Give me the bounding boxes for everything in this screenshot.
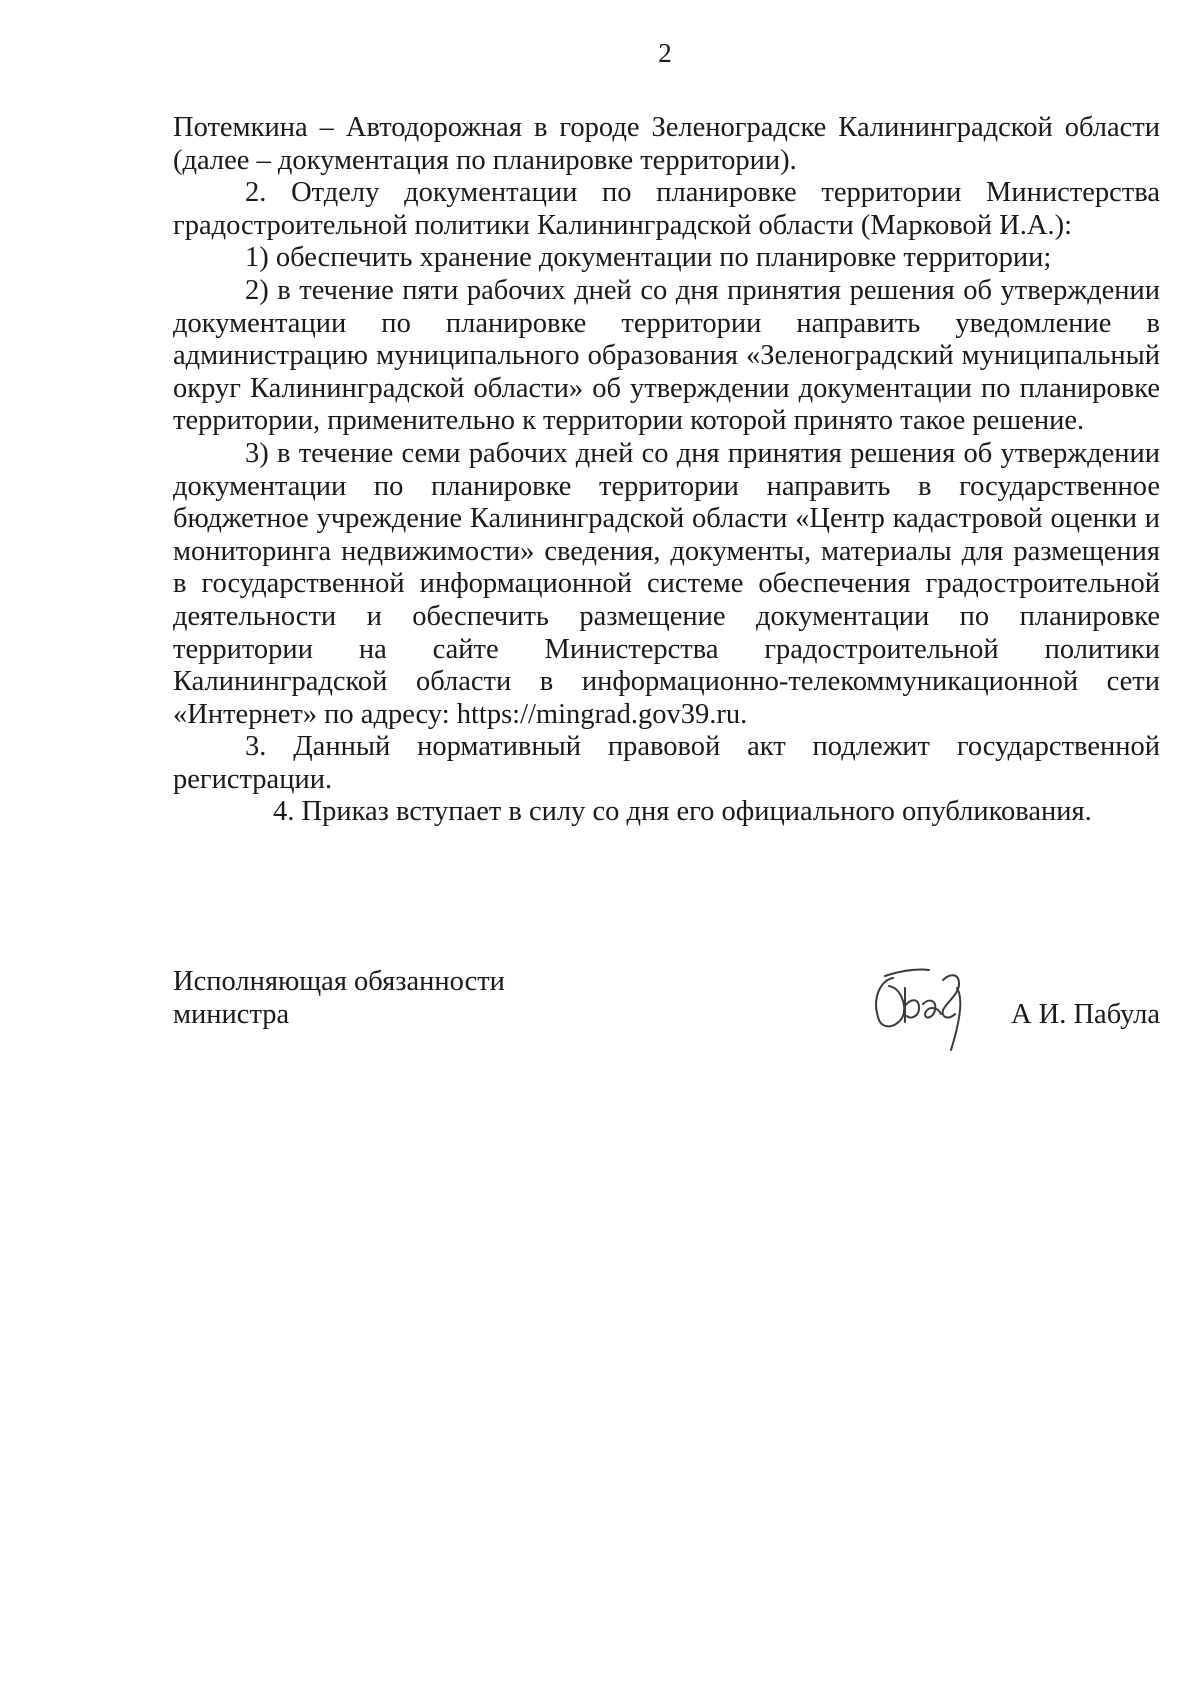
paragraph-item-4: 4. Приказ вступает в силу со дня его официального опубликования.	[273, 796, 1092, 828]
signatory-title-line2: министра	[173, 998, 290, 1030]
signature-block	[173, 966, 1160, 1086]
paragraph-continuation: Потемкина – Автодорожная в городе Зеленоградске Калининградской области (далее – документация по планировке территории).	[173, 112, 1160, 176]
paragraph-subitem-2: 2) в течение пяти рабочих дней со дня принятия решения об утверждении документации по планировке территории направить уведомление в администрацию муниципального образования «Зеленоградский муниципальный округ Калининградской области» об утверждении документации по планировке территории, применительно к территории которой принято такое решение.	[173, 274, 1160, 437]
handwritten-signature	[863, 958, 983, 1053]
paragraph-subitem-3: 3) в течение семи рабочих дней со дня принятия решения об утверждении документации по планировке территории направить в государственное бюджетное учреждение Калининградской области «Центр кадастровой оценки и мониторинга недвижимости» сведения, документы, материалы для размещения в государственной информационной системе обеспечения градостроительной деятельности и обеспечить размещение документации по планировке территории на сайте Министерства градостроительной политики Калининградской области в информационно-телекоммуникационной сети «Интернет» по адресу: https://mingrad.gov39.ru.	[173, 437, 1160, 730]
signatory-name: А И. Пабула	[1010, 999, 1160, 1030]
signatory-title-line1: Исполняющая обязанности	[173, 966, 505, 997]
document-body	[173, 112, 1160, 829]
signatory-title	[173, 966, 505, 1031]
paragraph-item-2: 2. Отделу документации по планировке территории Министерства градостроительной политики Калининградской области (Марковой И.А.):	[173, 177, 1160, 241]
paragraph-item-3: 3. Данный нормативный правовой акт подлежит государственной регистрации.	[173, 731, 1160, 795]
page-number: 2	[658, 38, 672, 68]
paragraph-subitem-1: 1) обеспечить хранение документации по планировке территории;	[245, 242, 1052, 274]
